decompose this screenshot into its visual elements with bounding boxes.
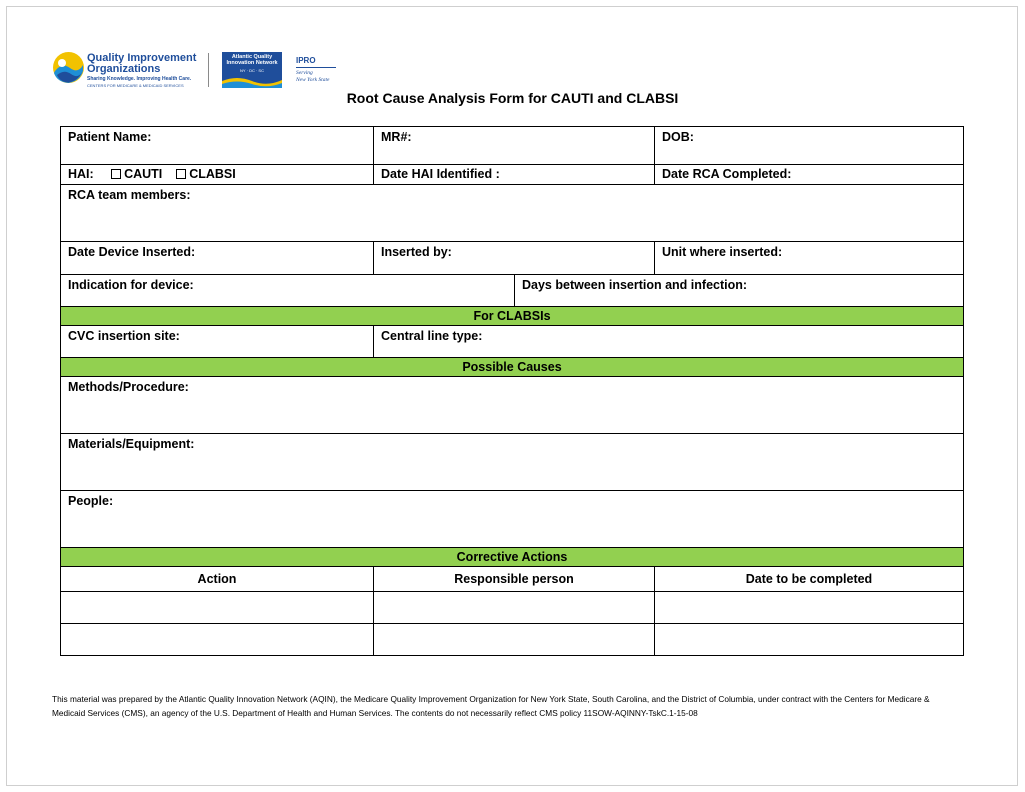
methods-procedure-field[interactable]: Methods/Procedure: [61,377,964,434]
days-between-field[interactable]: Days between insertion and infection: [515,275,964,307]
rca-team-members-field[interactable]: RCA team members: [61,185,964,242]
section-header-corrective-actions: Corrective Actions [61,548,964,567]
logo-divider [208,53,209,87]
ipro-logo-line2: New York State [296,77,330,83]
form-row-section-causes [61,358,964,377]
date-device-inserted-field[interactable]: Date Device Inserted: [61,242,374,275]
form-row-materials [61,434,964,491]
clabsi-checkbox[interactable] [176,169,186,179]
ipro-logo-line1: Serving [296,70,313,76]
ipro-logo [296,56,356,88]
date-rca-completed-field[interactable]: Date RCA Completed: [655,165,964,185]
clabsi-label: CLABSI [189,167,236,181]
cvc-insertion-site-field[interactable]: CVC insertion site: [61,326,374,358]
date-to-be-completed-cell[interactable] [655,624,964,656]
materials-equipment-field[interactable]: Materials/Equipment: [61,434,964,491]
qio-logo-line2: Organizations [87,63,161,75]
column-header-action: Action [61,567,374,592]
form-row-section-corrective [61,548,964,567]
form-row-hai [61,165,964,185]
section-header-possible-causes: Possible Causes [61,358,964,377]
qio-logo-line1: Quality Improvement [87,52,197,64]
central-line-type-field[interactable]: Central line type: [374,326,964,358]
footer-line2: Medicaid Services (CMS), an agency of the U.S. Department of Health and Human Services. The contents do not necessarily reflect CMS policy 11SOW-AQINNY-TskC.1-15-08 [52,708,698,718]
form-row-patient [61,127,964,165]
mr-number-field[interactable]: MR#: [374,127,655,165]
corrective-actions-header-row [61,567,964,592]
form-row-people [61,491,964,548]
form-row-methods [61,377,964,434]
aqin-logo [222,52,282,88]
rca-form-table [60,126,964,656]
responsible-person-cell[interactable] [374,592,655,624]
corrective-action-row [61,592,964,624]
qio-logo-subline: CENTERS FOR MEDICARE & MEDICAID SERVICES [87,83,184,88]
aqin-logo-line2: NY · DC · SC [240,68,264,73]
hai-field [61,165,374,185]
qio-logo [52,51,202,91]
qio-circle-logo-icon [52,51,85,84]
aqin-logo-line1: Atlantic Quality Innovation Network [226,54,278,66]
cauti-checkbox[interactable] [111,169,121,179]
inserted-by-field[interactable]: Inserted by: [374,242,655,275]
indication-field[interactable]: Indication for device: [61,275,515,307]
responsible-person-cell[interactable] [374,624,655,656]
dob-field[interactable]: DOB: [655,127,964,165]
aqin-wave-icon [222,75,282,88]
unit-where-inserted-field[interactable]: Unit where inserted: [655,242,964,275]
date-hai-identified-field[interactable]: Date HAI Identified : [374,165,655,185]
corrective-action-row [61,624,964,656]
ipro-logo-rule [296,67,336,68]
form-row-section-clabsi [61,307,964,326]
document-title: Root Cause Analysis Form for CAUTI and CLABSI [346,90,679,106]
hai-label: HAI: [68,167,94,181]
ipro-logo-name: IPRO [296,56,316,65]
action-cell[interactable] [61,592,374,624]
form-row-team [61,185,964,242]
section-header-clabsi: For CLABSIs [61,307,964,326]
footer-line1: This material was prepared by the Atlantic Quality Innovation Network (AQIN), the Medicare Quality Improvement Organization for New York State, South Carolina, and the District of Columbia, under contract with the Centers for Medicare & [52,694,930,704]
column-header-responsible-person: Responsible person [374,567,655,592]
date-to-be-completed-cell[interactable] [655,592,964,624]
action-cell[interactable] [61,624,374,656]
people-field[interactable]: People: [61,491,964,548]
qio-logo-tagline: Sharing Knowledge. Improving Health Care. [87,76,192,82]
form-row-cvc [61,326,964,358]
form-row-indication [61,275,964,307]
footer-disclaimer [52,692,967,720]
column-header-date-to-be-completed: Date to be completed [655,567,964,592]
form-row-device [61,242,964,275]
cauti-label: CAUTI [124,167,163,181]
patient-name-field[interactable]: Patient Name: [61,127,374,165]
